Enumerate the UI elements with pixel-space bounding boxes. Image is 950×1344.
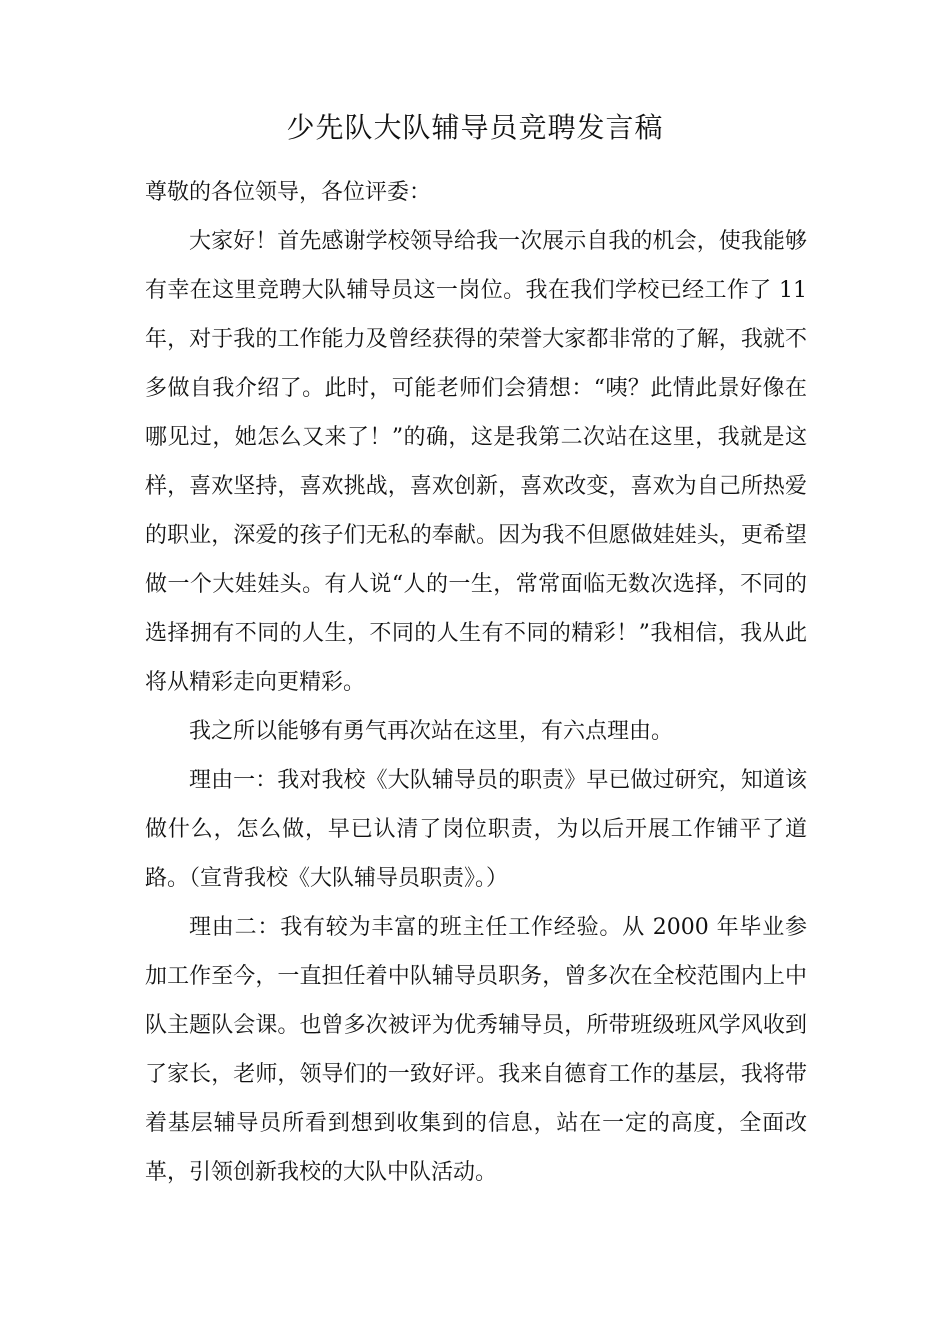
paragraph-reason-one: 理由一：我对我校《大队辅导员的职责》早已做过研究，知道该做什么，怎么做，早已认清了岗位职责，为以后开展工作铺平了道路。（宣背我校《大队辅导员职责》。） [145,768,807,891]
paragraph-introduction: 大家好！首先感谢学校领导给我一次展示自我的机会，使我能够有幸在这里竞聘大队辅导员这一岗位。我在我们学校已经工作了 11年，对于我的工作能力及曾经获得的荣誉大家都非常的了解，我就不多做自我介绍了。此时，可能老师们会猜想：“咦？此情此景好像在哪见过，她怎么又来了！”的确，这是我第二次站在这里，我就是这样，喜欢坚持，喜欢挑战，喜欢创新，喜欢改变，喜欢为自己所热爱的职业，深爱的孩子们无私的奉献。因为我不但愿做娃娃头，更希望做一个大娃娃头。有人说“人的一生，常常面临无数次选择，不同的选择拥有不同的人生，不同的人生有不同的精彩！”我相信，我从此将从精彩走向更精彩。 [145,229,807,695]
document-body [145,168,807,1197]
paragraph-six-reasons: 我之所以能够有勇气再次站在这里，有六点理由。 [189,719,674,744]
paragraph-reason-two: 理由二：我有较为丰富的班主任工作经验。从 2000 年毕业参加工作至今，一直担任着中队辅导员职务，曾多次在全校范围内上中队主题队会课。也曾多次被评为优秀辅导员，所带班级班风学风收到了家长，老师，领导们的一致好评。我来自德育工作的基层，我将带着基层辅导员所看到想到收集到的信息，站在一定的高度，全面改革，引领创新我校的大队中队活动。 [145,915,807,1185]
salutation: 尊敬的各位领导，各位评委： [145,180,432,205]
document-title: 少先队大队辅导员竞聘发言稿 [286,111,664,144]
